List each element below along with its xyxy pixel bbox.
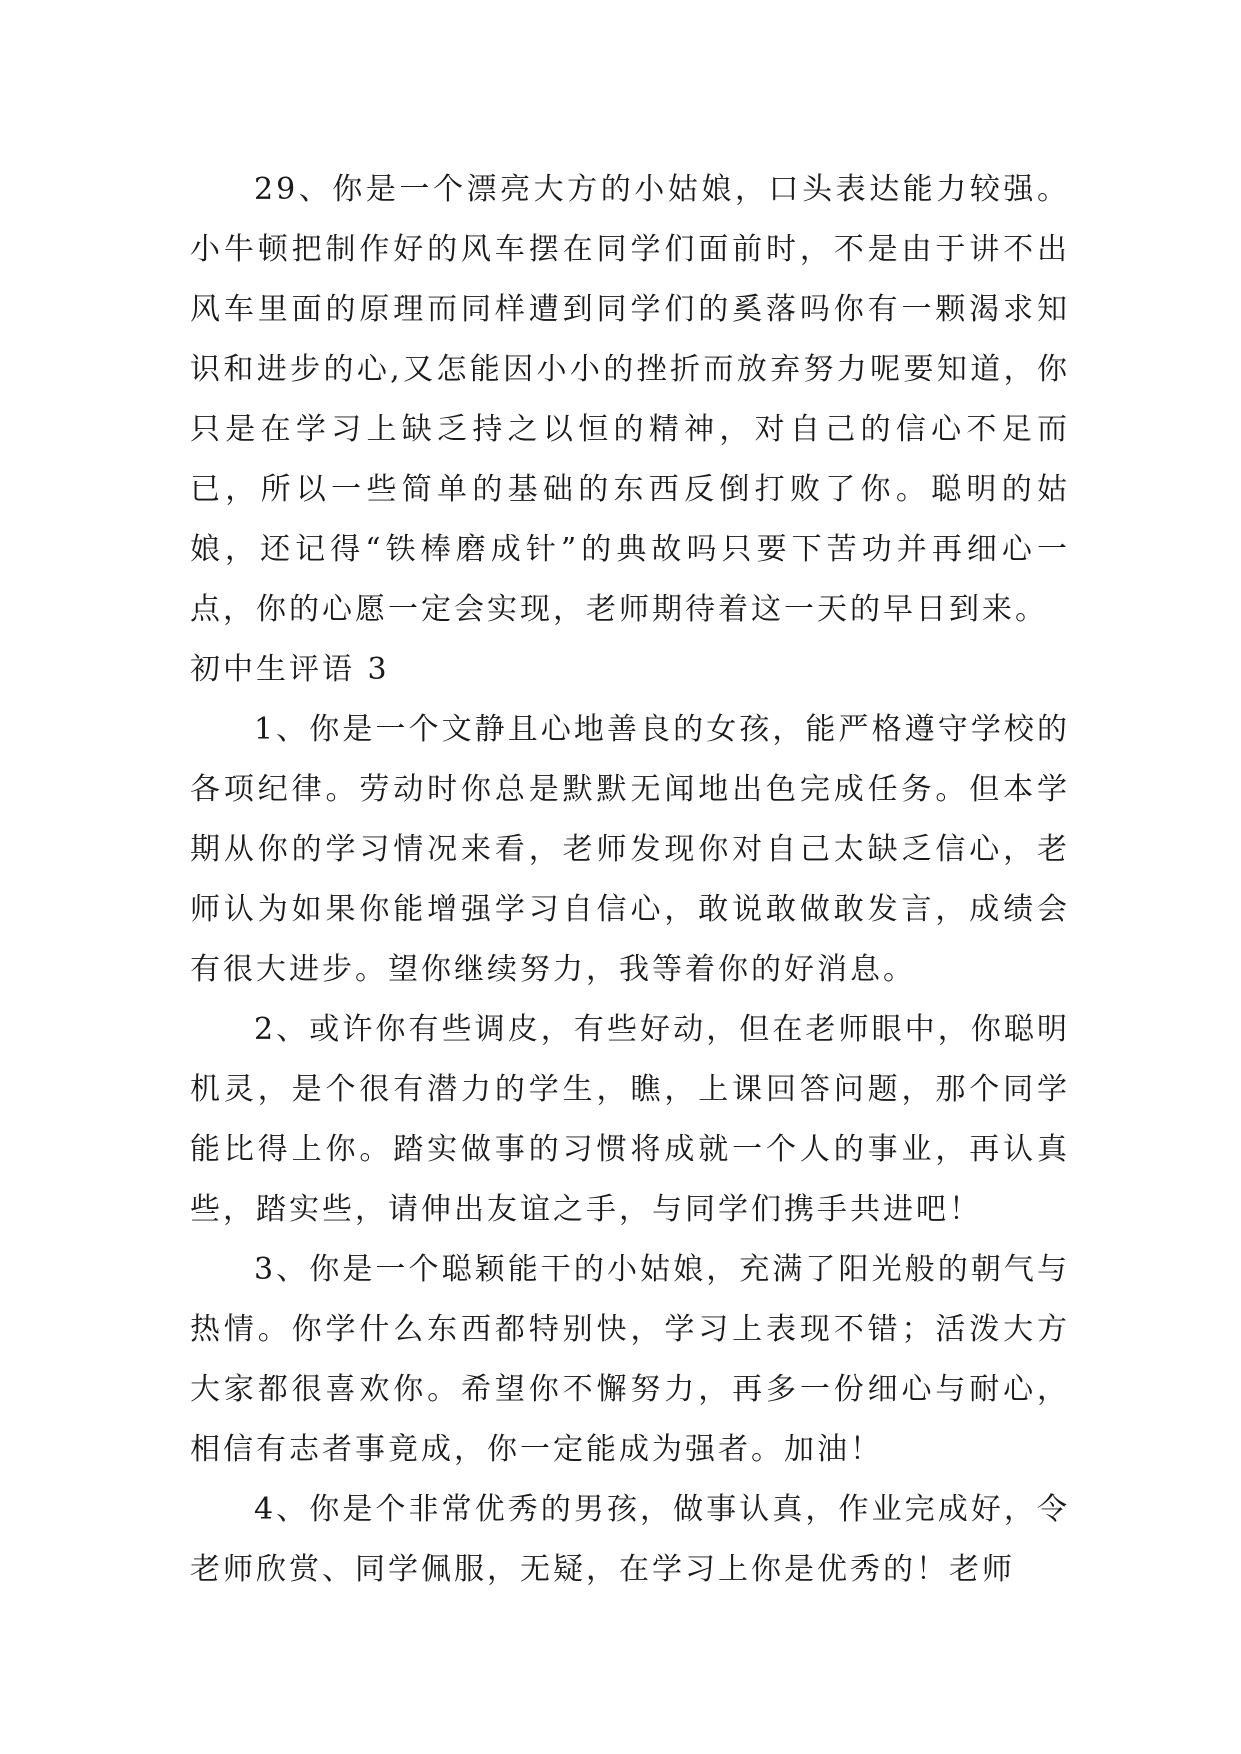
document-body	[190, 160, 1070, 1600]
comment-paragraph-1: 1、你是一个文静且心地善良的女孩，能严格遵守学校的各项纪律。劳动时你总是默默无闻地出色完成任务。但本学期从你的学习情况来看，老师发现你对自己太缺乏信心，老师认为如果你能增强学习自信心，敢说敢做敢发言，成绩会有很大进步。望你继续努力，我等着你的好消息。	[190, 712, 1070, 987]
comment-paragraph-3: 3、你是一个聪颖能干的小姑娘，充满了阳光般的朝气与热情。你学什么东西都特别快，学习上表现不错；活泼大方大家都很喜欢你。希望你不懈努力，再多一份细心与耐心，相信有志者事竟成，你一定能成为强者。加油！	[190, 1252, 1070, 1467]
comment-paragraph-2: 2、或许你有些调皮，有些好动，但在老师眼中，你聪明机灵，是个很有潜力的学生，瞧，上课回答问题，那个同学能比得上你。踏实做事的习惯将成就一个人的事业，再认真些，踏实些，请伸出友谊之手，与同学们携手共进吧！	[190, 1012, 1070, 1227]
section-heading: 初中生评语 3	[190, 652, 390, 687]
comment-paragraph-29: 29、你是一个漂亮大方的小姑娘，口头表达能力较强。小牛顿把制作好的风车摆在同学们面前时，不是由于讲不出风车里面的原理而同样遭到同学们的奚落吗你有一颗渴求知识和进步的心,又怎能因小小的挫折而放弃努力呢要知道，你只是在学习上缺乏持之以恒的精神，对自己的信心不足而已，所以一些简单的基础的东西反倒打败了你。聪明的姑娘，还记得“铁棒磨成针”的典故吗只要下苦功并再细心一点，你的心愿一定会实现，老师期待着这一天的早日到来。	[190, 172, 1070, 627]
comment-paragraph-4: 4、你是个非常优秀的男孩，做事认真，作业完成好，令老师欣赏、同学佩服，无疑，在学习上你是优秀的！老师	[190, 1492, 1070, 1587]
